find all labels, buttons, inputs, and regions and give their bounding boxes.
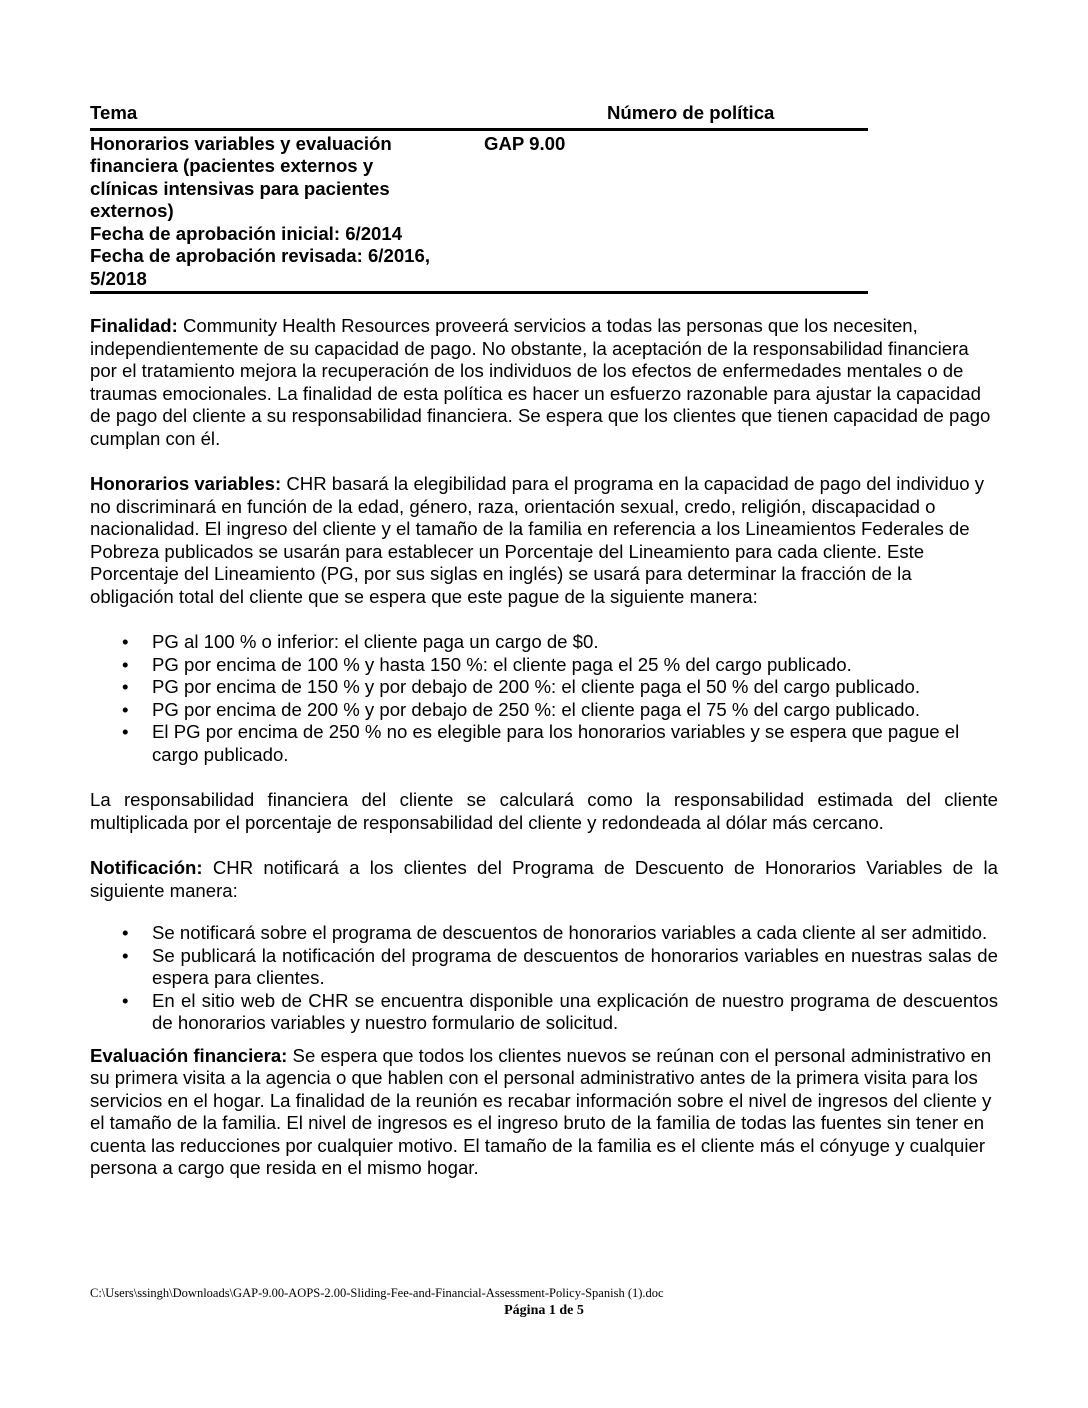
list-item-text: En el sitio web de CHR se encuentra disponible una explicación de nuestro programa de descuentos de honorarios variables y nuestro formulario de solicitud. [152,989,998,1033]
notificacion-label: Notificación: [90,857,203,878]
responsabilidad-paragraph: La responsabilidad financiera del cliente se calculará como la responsabilidad estimada del cliente multiplicada por el porcentaje de responsabilidad del cliente y redondeada al dólar más cercano. [90,789,998,833]
subject-line: clínicas intensivas para pacientes [90,177,390,199]
honorarios-paragraph [90,473,998,608]
bullet-icon: • [122,989,129,1011]
bullet-icon: • [122,698,129,720]
header-rule-bottom [90,291,868,294]
bullet-icon: • [122,653,129,675]
revised-approval-date-cont: 5/2018 [90,267,147,289]
list-item-text: El PG por encima de 250 % no es elegible para los honorarios variables y se espera que pague el cargo publicado. [152,721,960,765]
subject-line: externos) [90,200,174,221]
list-item-text: PG por encima de 100 % y hasta 150 %: el cliente paga el 25 % del cargo publicado. [152,653,852,675]
page-footer [90,1285,998,1319]
honorarios-text: CHR basará la elegibilidad para el programa en la capacidad de pago del individuo y no discriminará en función de la edad, género, raza, orientación sexual, credo, religión, discapacidad o nacionalidad. El ingreso del cliente y el tamaño de la familia en referencia a los Lineamientos Federales de Pobreza publicados se usarán para establecer un Porcentaje del Lineamiento para cada cliente. Este Porcentaje del Lineamiento (PG, por sus siglas en inglés) se usará para determinar la fracción de la obligación total del cliente que se espera que este pague de la siguiente manera: [90,473,985,607]
honorarios-bullet-list [90,631,998,766]
list-item-text: PG por encima de 200 % y por debajo de 250 %: el cliente paga el 75 % del cargo publicado. [152,698,921,720]
policy-header-table [90,102,868,294]
tema-heading: Tema [90,102,138,123]
subject-line: financiera (pacientes externos y [90,155,374,176]
list-item-text: PG al 100 % o inferior: el cliente paga un cargo de $0. [152,631,599,652]
bullet-icon: • [122,944,129,966]
initial-approval-date: Fecha de aprobación inicial: 6/2014 [90,222,403,244]
list-item [90,990,998,1035]
list-item [90,922,998,945]
bullet-icon: • [122,721,129,742]
notificacion-paragraph [90,857,998,902]
evaluacion-label: Evaluación financiera: [90,1044,288,1066]
list-item-text: Se notificará sobre el programa de descuentos de honorarios variables a cada cliente al ser admitido. [152,922,988,943]
finalidad-label: Finalidad: [90,315,178,336]
list-item [90,631,998,654]
bullet-icon: • [122,631,129,652]
notificacion-bullet-list [90,922,998,1035]
header-info-row [90,131,868,291]
revised-approval-date: Fecha de aprobación revisada: 6/2016, [90,245,431,266]
policy-number: GAP 9.00 [484,132,566,154]
evaluacion-paragraph [90,1045,998,1180]
page-number: Página 1 de 5 [504,1303,584,1318]
policy-body [90,315,998,1180]
list-item [90,721,998,766]
list-item [90,676,998,699]
subject-line: Honorarios variables y evaluación [90,132,392,154]
list-item [90,699,998,722]
header-labels-row [90,102,868,125]
file-path: C:\Users\ssingh\Downloads\GAP-9.00-AOPS-2.00-Sliding-Fee-and-Financial-Assessment-Policy-Spanish (1).doc [90,1286,664,1300]
policy-number-heading: Número de política [607,102,775,123]
finalidad-paragraph [90,315,998,450]
list-item [90,654,998,677]
list-item-text: Se publicará la notificación del programa de descuentos de honorarios variables en nuestras salas de espera para clientes. [152,944,998,988]
honorarios-label: Honorarios variables: [90,473,282,494]
notificacion-text: CHR notificará a los clientes del Programa de Descuento de Honorarios Variables de la siguiente manera: [90,857,998,901]
bullet-icon: • [122,676,129,697]
evaluacion-text: Se espera que todos los clientes nuevos se reúnan con el personal administrativo en su primera visita a la agencia o que hablen con el personal administrativo antes de la primera visita para los servicios en el hogar. La finalidad de la reunión es recabar información sobre el nivel de ingresos del cliente y el tamaño de la familia. El nivel de ingresos es el ingreso bruto de la familia de todas las fuentes sin tener en cuenta las reducciones por cualquier motivo. El tamaño de la familia es el cliente más el cónyuge y cualquier persona a cargo que resida en el mismo hogar. [90,1044,992,1178]
bullet-icon: • [122,922,129,943]
list-item-text: PG por encima de 150 % y por debajo de 200 %: el cliente paga el 50 % del cargo publicado. [152,676,921,697]
list-item [90,945,998,990]
finalidad-text: Community Health Resources proveerá servicios a todas las personas que los necesiten, independientemente de su capacidad de pago. No obstante, la aceptación de la responsabilidad financiera por el tratamiento mejora la recuperación de los individuos de los efectos de enfermedades mentales o de traumas emocionales. La finalidad de esta política es hacer un esfuerzo razonable para ajustar la capacidad de pago del cliente a su responsabilidad financiera. Se espera que los clientes que tienen capacidad de pago cumplan con él. [90,315,991,449]
policy-subject [90,133,483,291]
